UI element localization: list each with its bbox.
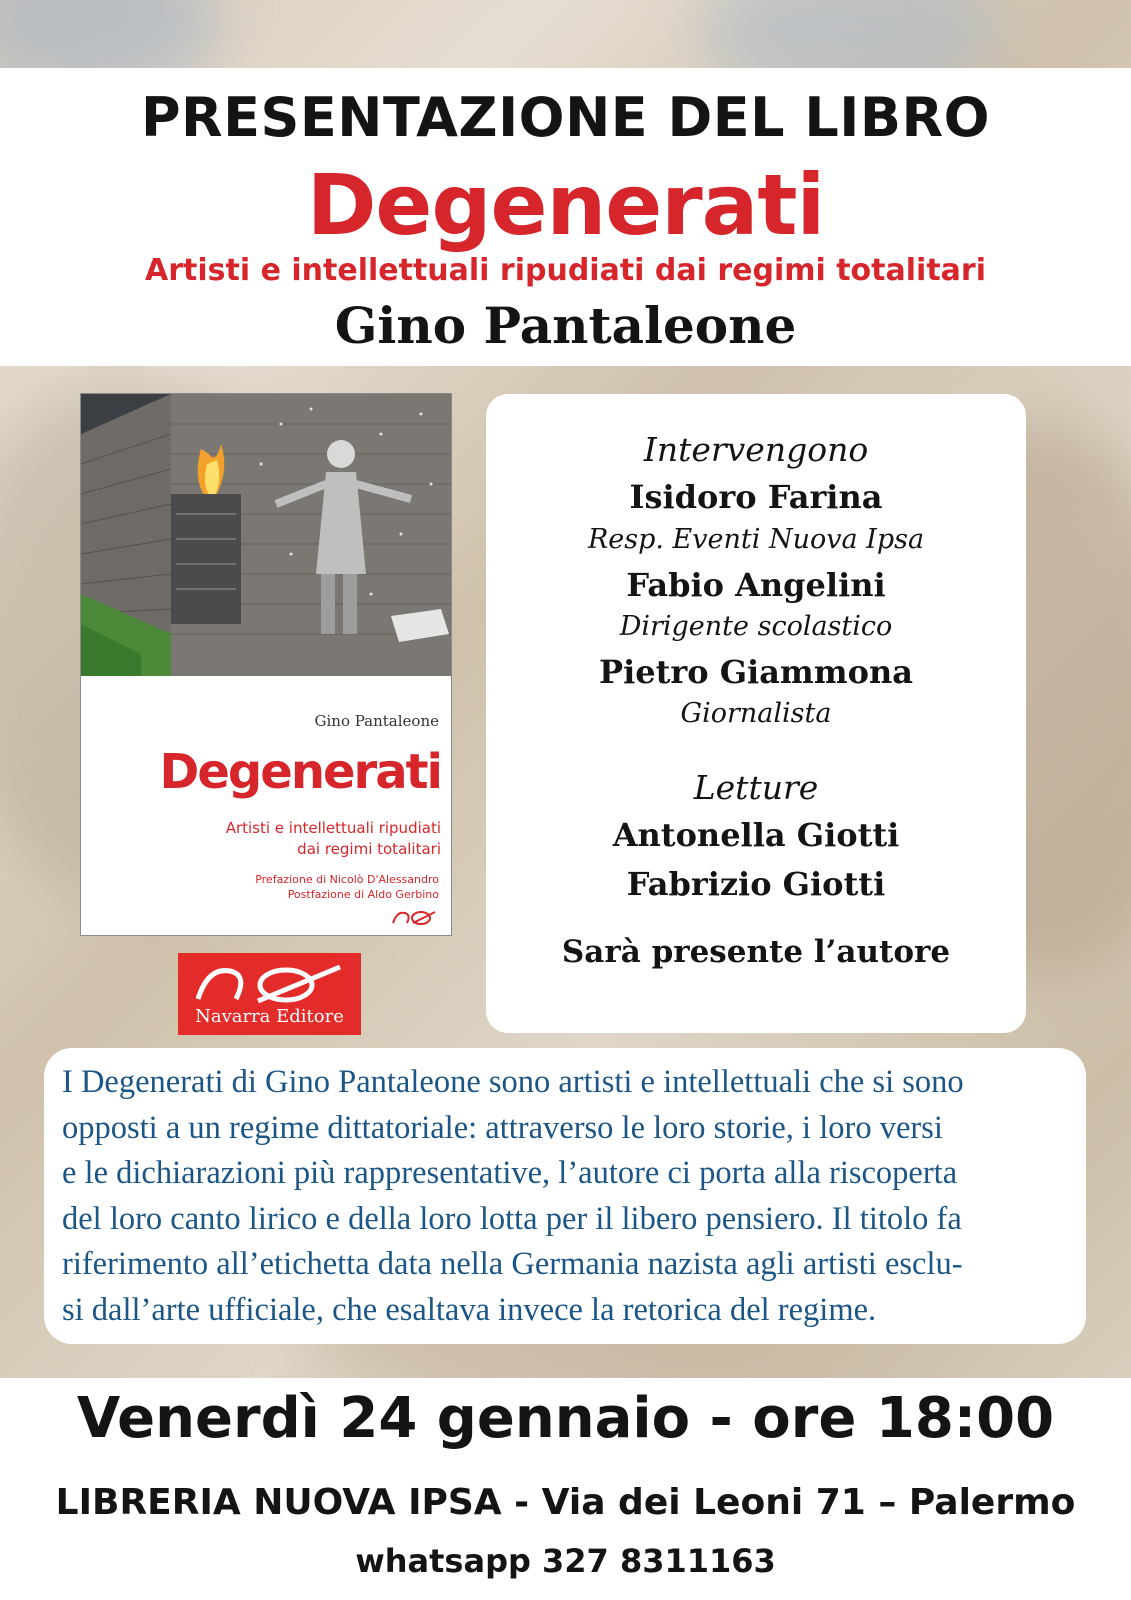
cover-subtitle-line: Artisti e intellettuali ripudiati [225, 819, 441, 837]
description-line: del loro canto lirico e della loro lotta per il libero pensiero. Il titolo fa [62, 1200, 962, 1237]
speakers-intro-label: Intervengono [643, 430, 869, 469]
cover-title: Degenerati [159, 744, 441, 800]
speaker-name: Isidoro Farina [629, 478, 883, 516]
publisher-logo [178, 953, 361, 1035]
book-subtitle: Artisti e intellettuali ripudiati dai regimi totalitari [145, 253, 986, 288]
cover-preface: Prefazione di Nicolò D'Alessandro [255, 873, 439, 886]
event-details-footer [0, 1378, 1131, 1600]
cover-credits [255, 872, 439, 902]
book-title: Degenerati [306, 156, 825, 254]
publisher-name: Navarra Editore [195, 1006, 344, 1027]
cover-subtitle-line: dai regimi totalitari [297, 840, 441, 858]
cover-author: Gino Pantaleone [314, 712, 439, 730]
description-line: si dall’arte ufficiale, che esaltava invece la retorica del regime. [62, 1291, 877, 1328]
header-banner [0, 68, 1131, 366]
cover-photo [81, 394, 452, 676]
reader-name: Antonella Giotti [612, 816, 900, 854]
book-description [44, 1048, 1086, 1344]
author-present-note: Sarà presente l’autore [561, 934, 951, 970]
description-line: e le dichiarazioni più rappresentative, l’autore ci porta alla riscoperta [62, 1155, 958, 1191]
speakers-card [486, 394, 1026, 1033]
reader-name: Fabrizio Giotti [626, 865, 886, 903]
speaker-name: Fabio Angelini [626, 566, 886, 604]
description-line: I Degenerati di Gino Pantaleone sono artisti e intellettuali che si sono [62, 1064, 964, 1100]
speaker-role: Resp. Eventi Nuova Ipsa [587, 524, 925, 555]
speaker-role: Dirigente scolastico [619, 611, 893, 642]
description-line: riferimento all’etichetta data nella Germania nazista agli artisti esclu- [62, 1246, 963, 1282]
book-author: Gino Pantaleone [334, 296, 797, 355]
cover-postface: Postfazione di Aldo Gerbino [287, 888, 439, 901]
publisher-mark-icon [391, 907, 439, 927]
publisher-logo-icon [190, 957, 350, 1005]
description-line: opposti a un regime dittatoriale: attraverso le loro storie, i loro versi [62, 1109, 943, 1146]
event-venue: LIBRERIA NUOVA IPSA - Via dei Leoni 71 – Palermo [55, 1482, 1076, 1523]
event-kicker: PRESENTAZIONE DEL LIBRO [140, 86, 991, 149]
description-text [62, 1060, 1070, 1333]
book-cover [80, 393, 452, 936]
speaker-role: Giornalista [680, 698, 832, 729]
event-date: Venerdì 24 gennaio - ore 18:00 [76, 1386, 1055, 1451]
readings-label: Letture [693, 768, 819, 807]
whatsapp-contact: whatsapp 327 8311163 [355, 1542, 776, 1580]
speaker-name: Pietro Giammona [599, 653, 913, 691]
cover-subtitle [226, 818, 441, 860]
